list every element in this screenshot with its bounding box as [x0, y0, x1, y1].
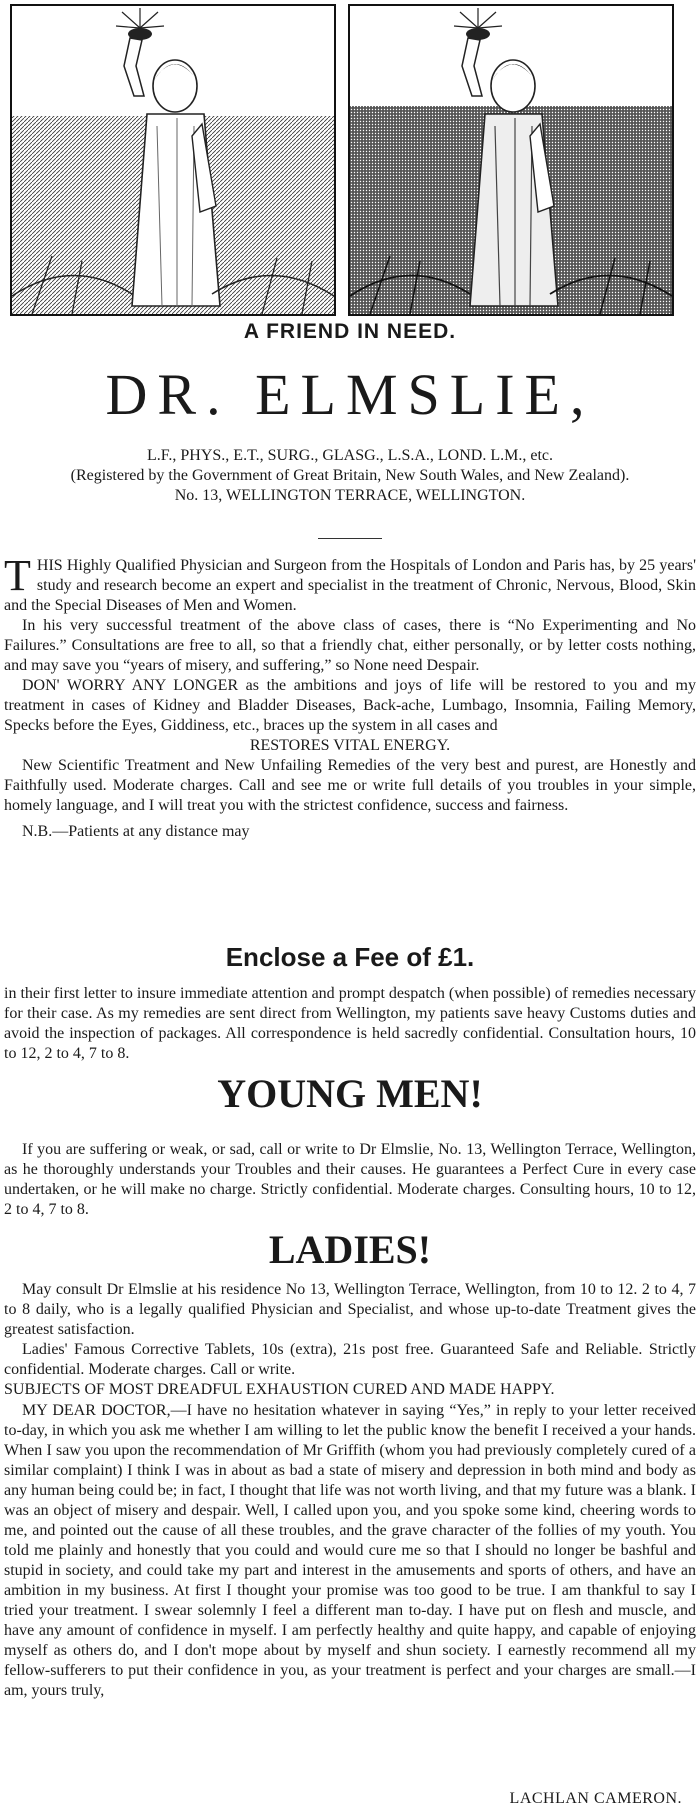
intro-paragraph-3: DON' WORRY ANY LONGER as the ambitions and joys of life will be restored to you and my treatment in cases of Kidney and Bladder Diseases, Back-ache, Lumbago, Insomnia, Failing Memory, Specks before the Eyes, Giddiness, etc., braces up the system in all cases and	[4, 677, 696, 734]
dropcap-letter: T	[4, 551, 31, 600]
ladies-paragraph-2: Ladies' Famous Corrective Tablets, 10s (extra), 21s post free. Guaranteed Safe and Reliable. Strictly confidential. Moderate charges. Call or write.	[4, 1341, 696, 1378]
left-illustration	[10, 4, 336, 316]
testimonial-heading: SUBJECTS OF MOST DREADFUL EXHAUSTION CURED AND MADE HAPPY.	[4, 1381, 555, 1398]
woman-lamp-right-image	[350, 6, 672, 314]
intro-paragraph-1-text: HIS Highly Qualified Physician and Surgeon from the Hospitals of London and Paris has, by 25 years' study and research become an expert and specialist in the treatment of Chronic, Nervous, Blood, Skin and the Special Diseases of Men and Women.	[4, 557, 696, 614]
ladies-paragraph-1: May consult Dr Elmslie at his residence No 13, Wellington Terrace, Wellington, from 10 to 12. 2 to 4, 7 to 8 daily, who is a legally qualified Physician and Specialist, and whose up-to-date Treatment gives the greatest satisfaction.	[4, 1281, 696, 1338]
doctor-name-title: DR. ELMSLIE,	[105, 362, 595, 427]
intro-block	[4, 551, 696, 842]
degrees-line: L.F., PHYS., E.T., SURG., GLASG., L.S.A., LOND. L.M., etc.	[147, 447, 553, 464]
intro-paragraph-4: New Scientific Treatment and New Unfailing Remedies of the very best and purest, are Honestly and Faithfully used. Moderate charges. Call and see me or write full details of you troubles in your simple, homely language, and I will treat you with the strictest confidence, success and fairness.	[4, 757, 696, 814]
address-line: No. 13, WELLINGTON TERRACE, WELLINGTON.	[174, 487, 526, 504]
divider-rule	[318, 538, 382, 539]
ladies-block	[4, 1280, 696, 1380]
intro-paragraph-2: In his very successful treatment of the above class of cases, there is “No Experimenting and No Failures.” Consultations are free to all, so that a friendly chat, either personally, or by letter costs nothing, and may save you “years of misery, and suffering,” so None need Despair.	[4, 617, 696, 674]
intro-paragraph-1	[4, 551, 696, 616]
credentials-block	[0, 446, 700, 506]
tagline: A FRIEND IN NEED.	[243, 320, 457, 343]
testimonial-letter: MY DEAR DOCTOR,—I have no hesitation whatever in saying “Yes,” in reply to your letter received to-day, in which you ask me whether I am willing to let the public know the benefit I received a your hands. When I saw you upon the recommendation of Mr Griffith (whom you had previously completely cured of a similar complaint) I think I was in about as bad a state of misery and depression in both mind and body as any human being could be; in fact, I thought that life was not worth living, and that my future was a blank. I was an object of misery and despair. Well, I called upon you, and you spoke some kind, cheering words to me, and pointed out the cause of all these troubles, and the grave character of the follies of my youth. You told me plainly and honestly that you could and would cure me so that I should no longer be bashful and stupid in society, and could take my part and interest in the amusements and sports of others, and have an ambition in my business. At first I thought your promise was too good to be true. I am thankful to say I tried your treatment. I swear solemnly I feel a different man to-day. I have put on flesh and muscle, and have any amount of confidence in myself. I am perfectly healthy and quite happy, and capable of enjoying myself as others do, and I don't mope about by myself and shun society. I earnestly recommend all my fellow-sufferers to put their confidence in you, as your treatment is perfect and your charges are small.—I am, yours truly,	[4, 1402, 696, 1699]
fee-heading: Enclose a Fee of £1.	[225, 942, 475, 972]
illustration-row	[10, 4, 690, 316]
nb-line: N.B.—Patients at any distance may	[22, 823, 250, 840]
restores-vital-energy: RESTORES VITAL ENERGY.	[249, 737, 451, 754]
fee-text: in their first letter to insure immediate attention and prompt despatch (when possible) of remedies necessary for their case. As my remedies are sent direct from Wellington, my patients save heavy Customs duties and avoid the inspection of packages. All correspondence is held sacredly confidential. Consultation hours, 10 to 12, 2 to 4, 7 to 8.	[4, 985, 696, 1062]
registered-line: (Registered by the Government of Great Britain, New South Wales, and New Zealand).	[70, 467, 630, 484]
right-illustration	[348, 4, 674, 316]
young-men-text: If you are suffering or weak, or sad, call or write to Dr Elmslie, No. 13, Wellington Terrace, Wellington, as he thoroughly understands your Troubles and their causes. He guarantees a Perfect Cure in every case undertaken, or he will make no charge. Strictly confidential. Moderate charges. Consulting hours, 10 to 12, 2 to 4, 7 to 8.	[4, 1141, 696, 1218]
woman-lamp-left-image	[12, 6, 334, 314]
ladies-heading: LADIES!	[268, 1227, 432, 1272]
young-men-heading: YOUNG MEN!	[217, 1071, 483, 1116]
signature: LACHLAN CAMERON.	[509, 1790, 682, 1807]
